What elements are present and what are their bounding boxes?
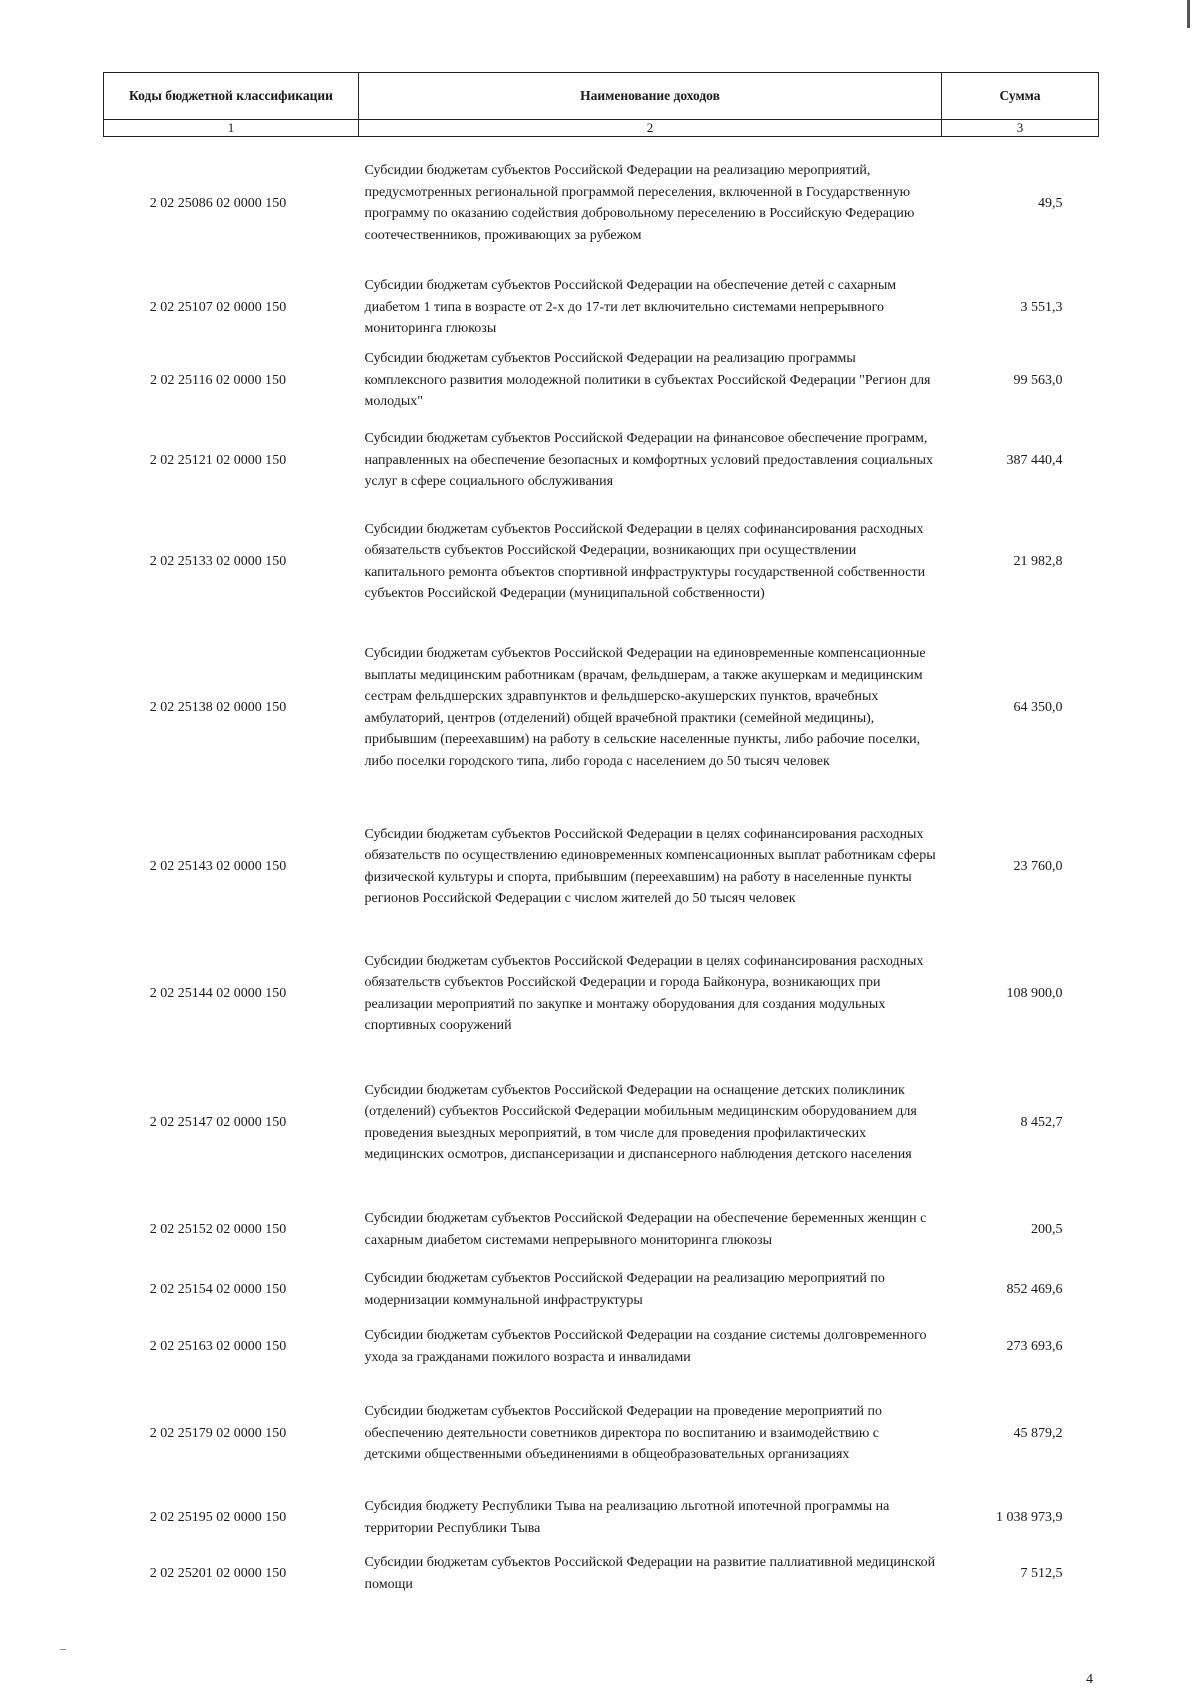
budget-code: 2 02 25144 02 0000 150 — [149, 985, 287, 1001]
revenue-name: Субсидии бюджетам субъектов Российской Федерации на единовременные компенсационные выплаты медицинским работникам (врачам, фельдшерам, а также акушеркам и медицинским сестрам фельдшерских здравпунктов и фельдшерско-акушерских пунктов, врачебных амбулаторий, центров (отделений) общей врачебной практики (семейной медицины), прибывшим (переехавшим) на работу в сельские населенные пункты, либо рабочие поселки, либо поселки городского типа, либо города с населением до 50 тысяч человек — [364, 646, 926, 769]
revenue-sum: 8 452,7 — [1020, 1114, 1063, 1130]
scan-edge-mark — [1187, 0, 1200, 28]
table-header-row — [104, 73, 1099, 120]
header-name: Наименование доходов — [359, 73, 942, 120]
revenue-sum: 7 512,5 — [1020, 1565, 1063, 1581]
revenue-name: Субсидия бюджету Республики Тыва на реализацию льготной ипотечной программы на территории Республики Тыва — [364, 1499, 890, 1536]
scan-speck — [60, 1649, 66, 1650]
table-row — [104, 137, 1099, 270]
budget-code: 2 02 25195 02 0000 150 — [149, 1509, 287, 1525]
revenue-sum: 852 469,6 — [1006, 1281, 1063, 1297]
table-row — [104, 936, 1099, 1052]
table-row — [104, 1052, 1099, 1194]
budget-code: 2 02 25107 02 0000 150 — [149, 299, 287, 315]
column-number: 2 — [359, 120, 942, 137]
budget-code: 2 02 25163 02 0000 150 — [149, 1338, 287, 1354]
table-row — [104, 1194, 1099, 1266]
revenue-sum: 99 563,0 — [1013, 372, 1063, 388]
budget-code: 2 02 25086 02 0000 150 — [149, 195, 287, 211]
budget-code: 2 02 25116 02 0000 150 — [150, 372, 286, 388]
revenue-sum: 49,5 — [1038, 195, 1063, 211]
table-row — [104, 1488, 1099, 1548]
budget-code: 2 02 25121 02 0000 150 — [149, 452, 287, 468]
column-number: 3 — [942, 120, 1099, 137]
budget-code: 2 02 25154 02 0000 150 — [149, 1281, 287, 1297]
revenue-sum: 45 879,2 — [1013, 1425, 1063, 1441]
revenue-sum: 387 440,4 — [1006, 452, 1063, 468]
revenue-name: Субсидии бюджетам субъектов Российской Федерации на обеспечение беременных женщин с сахарным диабетом системами непрерывного мониторинга глюкозы — [364, 1211, 927, 1248]
header-code: Коды бюджетной классификации — [104, 73, 359, 120]
revenue-sum: 200,5 — [1031, 1221, 1063, 1237]
revenue-name: Субсидии бюджетам субъектов Российской Федерации на оснащение детских поликлиник (отделений) субъектов Российской Федерации мобильным медицинским оборудованием для проведения выездных мероприятий, в том числе для проведения профилактических медицинских осмотров, диспансеризации и диспансерного наблюдения детского населения — [364, 1082, 917, 1162]
revenue-sum: 108 900,0 — [1006, 985, 1063, 1001]
revenue-name: Субсидии бюджетам субъектов Российской Федерации в целях софинансирования расходных обязательств субъектов Российской Федерации, возникающих при осуществлении капитального ремонта объектов спортивной инфраструктуры государственной собственности субъектов Российской Федерации (муниципальной собственности) — [364, 521, 926, 601]
revenue-table — [103, 72, 1099, 1600]
revenue-sum: 23 760,0 — [1013, 858, 1063, 874]
budget-code: 2 02 25152 02 0000 150 — [149, 1221, 287, 1237]
revenue-name: Субсидии бюджетам субъектов Российской Федерации на проведение мероприятий по обеспечению деятельности советников директора по воспитанию и взаимодействию с детскими общественными объединениями в общеобразовательных организациях — [364, 1404, 883, 1463]
page-number: 4 — [1086, 1672, 1093, 1687]
revenue-name: Субсидии бюджетам субъектов Российской Федерации в целях софинансирования расходных обязательств по осуществлению единовременных компенсационных выплат работникам сферы физической культуры и спорта, прибывшим (переехавшим) на работу в населенные пункты регионов Российской Федерации с числом жителей до 50 тысяч человек — [364, 826, 936, 906]
column-number-row — [104, 120, 1099, 137]
table-row — [104, 270, 1099, 346]
revenue-sum: 273 693,6 — [1006, 1338, 1063, 1354]
table-row — [104, 1548, 1099, 1600]
revenue-name: Субсидии бюджетам субъектов Российской Федерации на создание системы долговременного ухода за гражданами пожилого возраста и инвалидами — [364, 1328, 927, 1365]
table-row — [104, 1380, 1099, 1488]
revenue-name: Субсидии бюджетам субъектов Российской Федерации на обеспечение детей с сахарным диабетом 1 типа в возрасте от 2-х до 17-ти лет включительно системами непрерывного мониторинга глюкозы — [364, 278, 897, 337]
revenue-sum: 1 038 973,9 — [996, 1509, 1063, 1525]
table-row — [104, 1266, 1099, 1314]
budget-code: 2 02 25138 02 0000 150 — [149, 699, 287, 715]
revenue-name: Субсидии бюджетам субъектов Российской Федерации в целях софинансирования расходных обязательств субъектов Российской Федерации и города Байконура, возникающих при реализации мероприятий по закупке и монтажу оборудования для создания модульных спортивных сооружений — [364, 953, 924, 1033]
revenue-sum: 64 350,0 — [1013, 699, 1063, 715]
revenue-sum: 21 982,8 — [1013, 553, 1063, 569]
revenue-name: Субсидии бюджетам субъектов Российской Федерации на реализацию мероприятий, предусмотренных региональной программой переселения, включенной в Государственную программу по оказанию содействия добровольному переселению в Российскую Федерацию соотечественников, проживающих за рубежом — [364, 163, 915, 243]
budget-code: 2 02 25179 02 0000 150 — [149, 1425, 287, 1441]
table-row — [104, 1314, 1099, 1380]
budget-code: 2 02 25147 02 0000 150 — [149, 1114, 287, 1130]
header-sum: Сумма — [942, 73, 1099, 120]
revenue-sum: 3 551,3 — [1020, 299, 1063, 315]
budget-code: 2 02 25133 02 0000 150 — [149, 553, 287, 569]
table-row — [104, 346, 1099, 416]
table-row — [104, 506, 1099, 618]
table-row — [104, 416, 1099, 506]
budget-code: 2 02 25201 02 0000 150 — [149, 1565, 287, 1581]
budget-code: 2 02 25143 02 0000 150 — [149, 858, 287, 874]
revenue-name: Субсидии бюджетам субъектов Российской Федерации на развитие паллиативной медицинской помощи — [364, 1555, 936, 1592]
table-row — [104, 618, 1099, 798]
column-number: 1 — [104, 120, 359, 137]
revenue-name: Субсидии бюджетам субъектов Российской Федерации на финансовое обеспечение программ, направленных на обеспечение безопасных и комфортных условий предоставления социальных услуг в сфере социального обслуживания — [364, 431, 934, 490]
revenue-name: Субсидии бюджетам субъектов Российской Федерации на реализацию мероприятий по модернизации коммунальной инфраструктуры — [364, 1271, 885, 1308]
table-row — [104, 798, 1099, 936]
revenue-name: Субсидии бюджетам субъектов Российской Федерации на реализацию программы комплексного развития молодежной политики в субъектах Российской Федерации "Регион для молодых" — [364, 351, 931, 410]
